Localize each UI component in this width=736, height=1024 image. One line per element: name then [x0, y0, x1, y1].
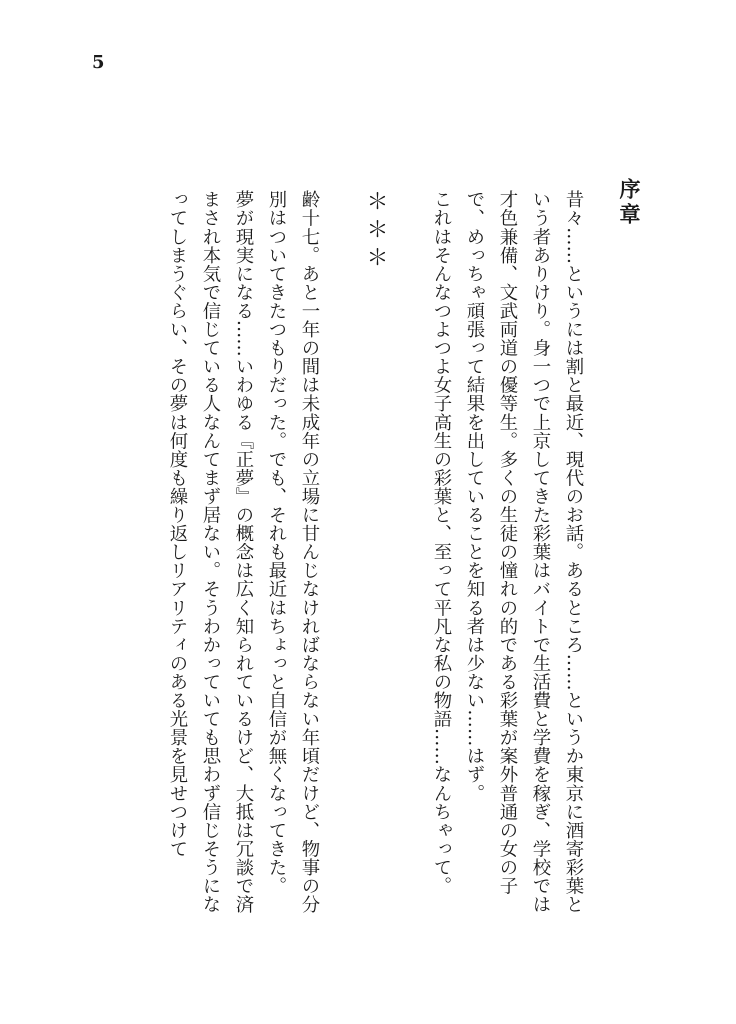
paragraph-2: これはそんなつよつよ女子高生の彩葉と、至って平凡な私の物語……なんちゃって。 [431, 190, 452, 895]
paragraph-1: 昔々……というには割と最近、現代のお話。あるところ……というか東京に酒寄彩葉という者ありけり。身一つで上京してきた彩葉はバイトで生活費と学費を稼ぎ、学校では才色兼備、文武両道の優等生。多くの生徒の憧れの的である彩葉が案外普通の女の子で、めっちゃ頑張って結果を出していることを知る者は少ない……はず。 [464, 190, 584, 914]
page-number: 5 [92, 52, 105, 73]
blank-line [392, 190, 425, 930]
paragraph-4: 夢が現実になる……いわゆる『正夢』の概念は広く知られているけど、大抵は冗談で済まされ本気で信じている人なんてまず居ない。そうわかっていても思わず信じそうになってしまうぐらい、その夢は何度も繰り返しリアリティのある光景を見せつけて [167, 190, 254, 914]
scene-separator: ＊＊＊ [363, 190, 388, 274]
paragraph-3: 齢十七。あと一年の間は未成年の立場に甘んじなければならない年頃だけど、物事の分別はついてきたつもりだった。でも、それも最近はちょっと自信が無くなってきた。 [266, 190, 320, 914]
chapter-title: 序章 [617, 178, 642, 228]
body-text [161, 190, 590, 930]
blank-line [326, 190, 359, 930]
